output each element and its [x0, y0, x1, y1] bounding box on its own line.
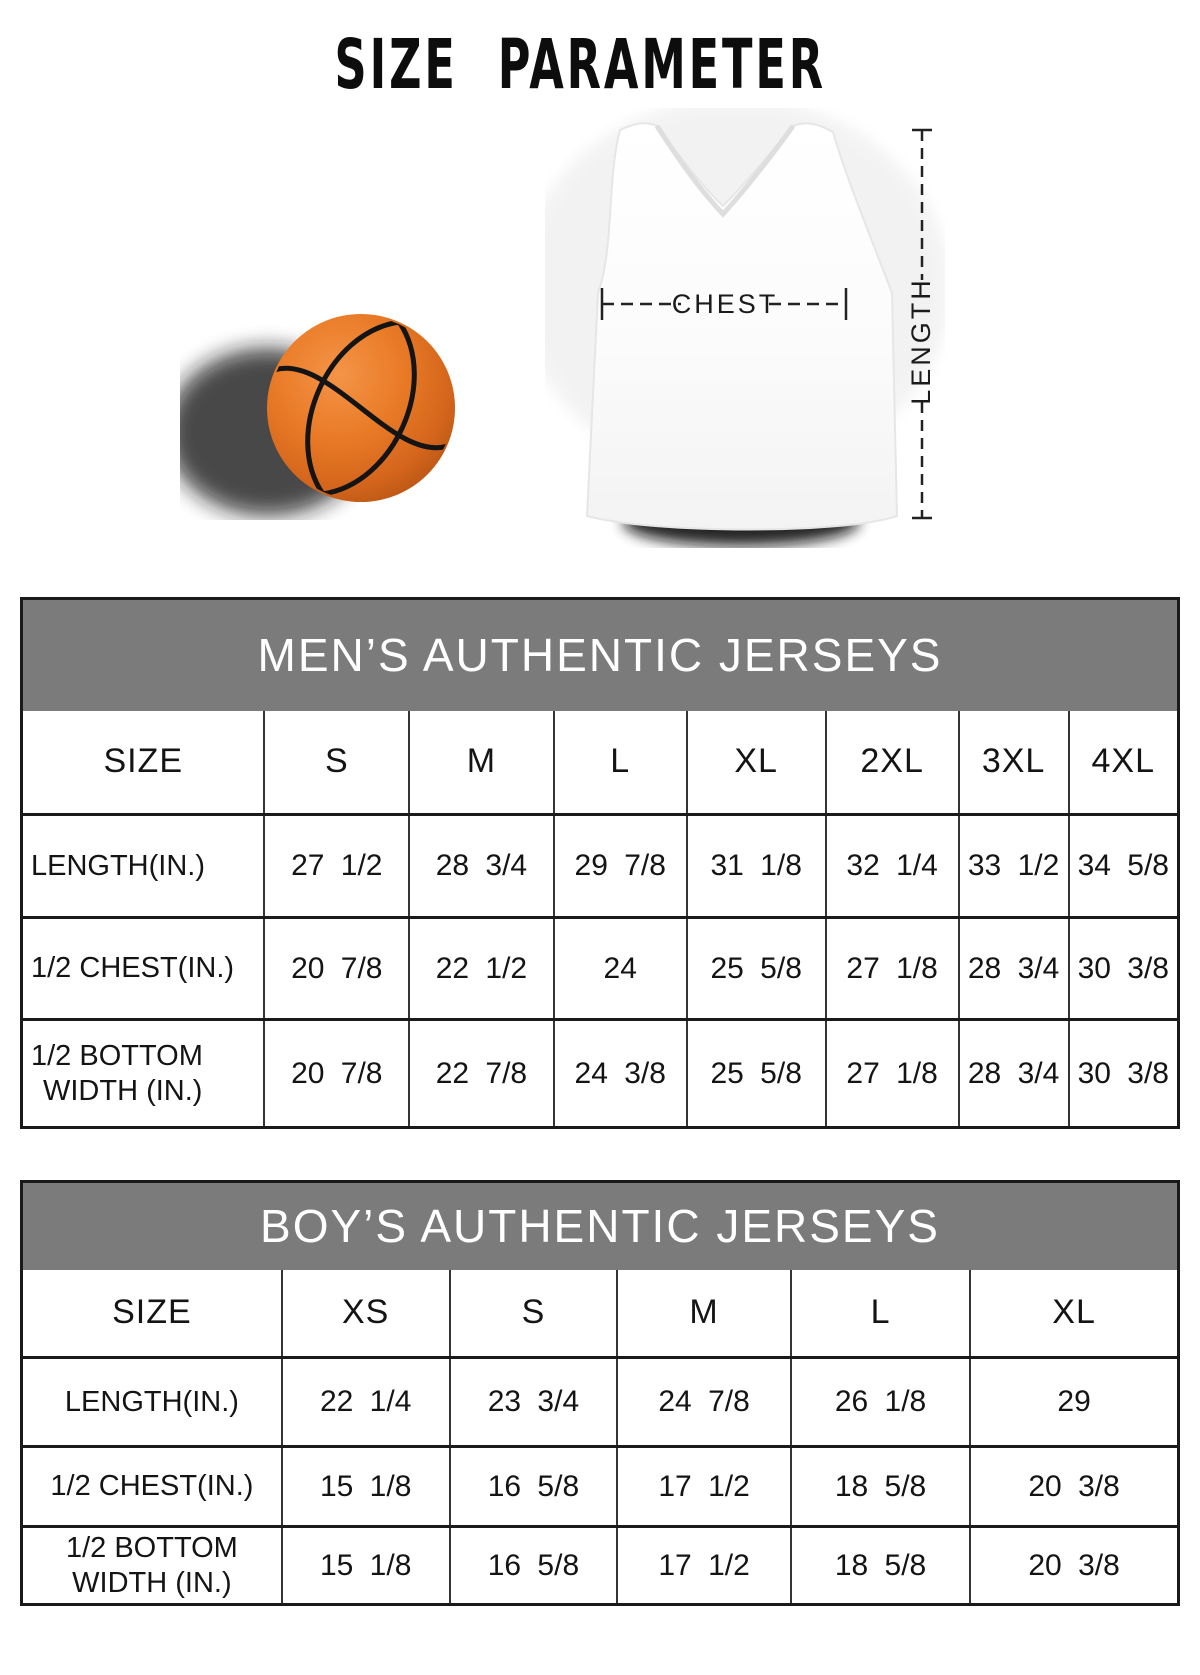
cell-value: 18 5/8 — [791, 1447, 970, 1527]
cell-value: 28 3/4 — [959, 1020, 1069, 1128]
cell-value: 15 1/8 — [282, 1527, 450, 1605]
column-header-xl: XL — [970, 1270, 1178, 1358]
column-header-size: SIZE — [22, 711, 265, 815]
column-header-2xl: 2XL — [826, 711, 959, 815]
cell-value: 15 1/8 — [282, 1447, 450, 1527]
column-header-s: S — [264, 711, 409, 815]
table-row-length — [22, 815, 1179, 918]
row-label: 1/2 CHEST(IN.) — [22, 918, 265, 1020]
cell-value: 24 3/8 — [554, 1020, 687, 1128]
row-label: 1/2 CHEST(IN.) — [22, 1447, 282, 1527]
cell-value: 27 1/8 — [826, 1020, 959, 1128]
cell-value: 16 5/8 — [450, 1447, 618, 1527]
jersey-image — [545, 108, 945, 548]
table-row-bottom-width — [22, 1527, 1179, 1605]
column-header-l: L — [791, 1270, 970, 1358]
page-title-text: SIZE PARAMETER — [334, 24, 826, 105]
cell-value: 25 5/8 — [687, 1020, 826, 1128]
cell-value: 30 3/8 — [1069, 918, 1179, 1020]
cell-value: 22 7/8 — [409, 1020, 554, 1128]
cell-value: 28 3/4 — [409, 815, 554, 918]
boys-table-title: BOY’S AUTHENTIC JERSEYS — [22, 1182, 1179, 1270]
table-row-bottom-width — [22, 1020, 1179, 1128]
cell-value: 22 1/4 — [282, 1358, 450, 1447]
table-row-length — [22, 1358, 1179, 1447]
chest-label: CHEST — [671, 289, 779, 319]
basketball-icon — [180, 290, 480, 520]
cell-value: 24 7/8 — [617, 1358, 791, 1447]
row-label: 1/2 BOTTOM WIDTH (IN.) — [22, 1020, 265, 1128]
column-header-s: S — [450, 1270, 618, 1358]
table-row-chest — [22, 1447, 1179, 1527]
mens-size-table — [20, 597, 1180, 1129]
cell-value: 28 3/4 — [959, 918, 1069, 1020]
row-label: LENGTH(IN.) — [22, 815, 265, 918]
cell-value: 30 3/8 — [1069, 1020, 1179, 1128]
table-row-chest — [22, 918, 1179, 1020]
cell-value: 20 7/8 — [264, 918, 409, 1020]
cell-value: 29 — [970, 1358, 1178, 1447]
column-header-size: SIZE — [22, 1270, 282, 1358]
column-header-xs: XS — [282, 1270, 450, 1358]
column-header-4xl: 4XL — [1069, 711, 1179, 815]
boys-size-table — [20, 1180, 1180, 1606]
cell-value: 18 5/8 — [791, 1527, 970, 1605]
size-illustration — [0, 0, 1200, 560]
length-label: LENGTH — [906, 277, 936, 405]
cell-value: 20 3/8 — [970, 1527, 1178, 1605]
cell-value: 24 — [554, 918, 687, 1020]
cell-value: 22 1/2 — [409, 918, 554, 1020]
cell-value: 17 1/2 — [617, 1447, 791, 1527]
column-header-3xl: 3XL — [959, 711, 1069, 815]
cell-value: 32 1/4 — [826, 815, 959, 918]
cell-value: 27 1/2 — [264, 815, 409, 918]
cell-value: 27 1/8 — [826, 918, 959, 1020]
cell-value: 25 5/8 — [687, 918, 826, 1020]
column-header-l: L — [554, 711, 687, 815]
mens-table-title: MEN’S AUTHENTIC JERSEYS — [22, 599, 1179, 711]
row-label: 1/2 BOTTOM WIDTH (IN.) — [22, 1527, 282, 1605]
cell-value: 31 1/8 — [687, 815, 826, 918]
column-header-xl: XL — [687, 711, 826, 815]
cell-value: 26 1/8 — [791, 1358, 970, 1447]
cell-value: 33 1/2 — [959, 815, 1069, 918]
column-header-m: M — [617, 1270, 791, 1358]
boys-size-header-row — [22, 1270, 1179, 1358]
cell-value: 17 1/2 — [617, 1527, 791, 1605]
cell-value: 20 3/8 — [970, 1447, 1178, 1527]
cell-value: 34 5/8 — [1069, 815, 1179, 918]
cell-value: 20 7/8 — [264, 1020, 409, 1128]
cell-value: 16 5/8 — [450, 1527, 618, 1605]
cell-value: 23 3/4 — [450, 1358, 618, 1447]
cell-value: 29 7/8 — [554, 815, 687, 918]
row-label: LENGTH(IN.) — [22, 1358, 282, 1447]
mens-size-header-row — [22, 711, 1179, 815]
column-header-m: M — [409, 711, 554, 815]
